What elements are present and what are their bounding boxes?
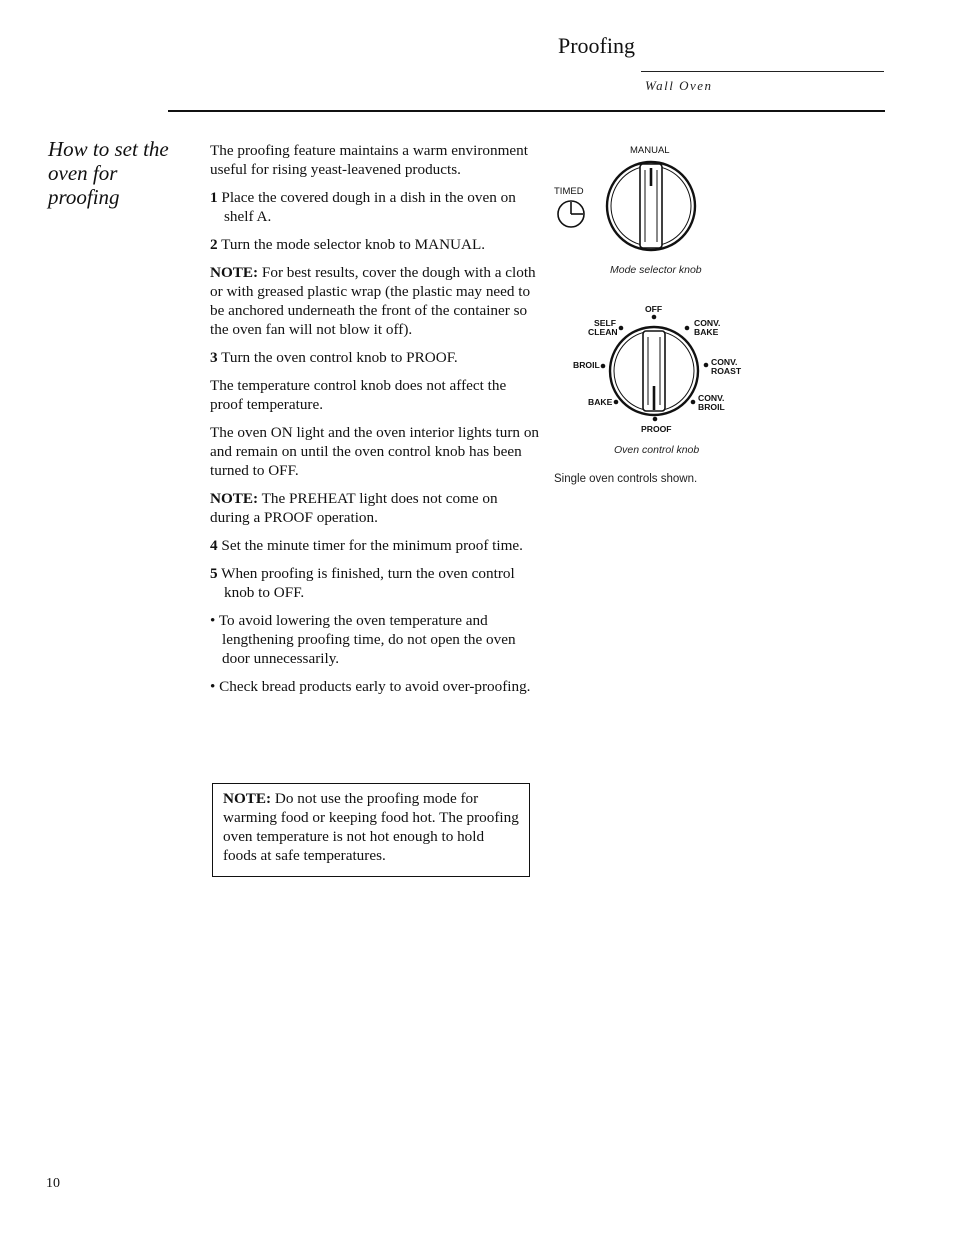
- step-number: 3: [210, 349, 218, 366]
- label-manual: MANUAL: [630, 145, 670, 156]
- header-rule-short: [641, 71, 884, 72]
- label-timed: TIMED: [554, 186, 584, 197]
- label-bake-word: BAKE: [694, 327, 719, 337]
- step-5: [210, 564, 540, 602]
- label-conv-bake: CONV.: [694, 318, 721, 328]
- oven-controls-figure: [548, 138, 748, 468]
- step-text: Set the minute timer for the minimum proof time.: [221, 537, 523, 554]
- indicator-dot: [653, 417, 658, 422]
- step-4: [210, 536, 540, 555]
- note-text: The PREHEAT light does not come on during a PROOF operation.: [210, 490, 498, 526]
- step-number: 4: [210, 537, 218, 554]
- warning-note-box: [212, 783, 530, 877]
- note-label: NOTE:: [210, 264, 259, 281]
- label-clean: CLEAN: [588, 327, 618, 337]
- caption-oven-control: Oven control knob: [614, 444, 700, 456]
- bullet-item: • Check bread products early to avoid over-proofing.: [210, 678, 531, 695]
- page-subtitle: Wall Oven: [645, 78, 713, 93]
- step-text: When proofing is finished, turn the oven control knob to OFF.: [221, 565, 515, 601]
- body-column: [210, 141, 540, 705]
- figure-note: Single oven controls shown.: [554, 473, 698, 485]
- step-2: [210, 235, 540, 254]
- intro-paragraph: The proofing feature maintains a warm environment useful for rising yeast-leavened products.: [210, 142, 528, 178]
- mode-selector-knob: [554, 145, 695, 250]
- indicator-dot: [652, 315, 657, 320]
- oven-control-knob: [573, 304, 742, 434]
- label-self: SELF: [594, 318, 616, 328]
- step-text: Place the covered dough in a dish in the oven on shelf A.: [221, 189, 516, 225]
- label-broil: BROIL: [573, 360, 600, 370]
- step-1: [210, 188, 540, 226]
- label-roast-word: ROAST: [711, 366, 742, 376]
- note-label: NOTE:: [223, 790, 272, 807]
- page-number: 10: [46, 1176, 60, 1191]
- page-title: Proofing: [558, 33, 635, 58]
- label-proof: PROOF: [641, 424, 672, 434]
- note-text: For best results, cover the dough with a cloth or with greased plastic wrap (the plastic may need to be anchored underneath the front of the container so the oven fan will not blow it off).: [210, 264, 536, 338]
- note-label: NOTE:: [210, 490, 259, 507]
- step-text: Turn the oven control knob to PROOF.: [221, 349, 458, 366]
- step-text: Turn the mode selector knob to MANUAL.: [221, 236, 486, 253]
- temperature-paragraph: The temperature control knob does not affect the proof temperature.: [210, 377, 507, 413]
- clock-icon: [558, 201, 584, 227]
- indicator-dot: [619, 326, 624, 331]
- indicator-dot: [704, 363, 709, 368]
- step-number: 5: [210, 565, 218, 582]
- caption-mode-selector: Mode selector knob: [610, 264, 702, 276]
- label-off: OFF: [645, 304, 663, 314]
- section-heading: How to set the oven for proofing: [48, 137, 169, 209]
- label-conv-roast: CONV.: [711, 357, 738, 367]
- note-2: [210, 489, 540, 527]
- indicator-dot: [601, 364, 606, 369]
- indicator-dot: [685, 326, 690, 331]
- bullet-text: Check bread products early to avoid over-proofing.: [219, 678, 531, 695]
- label-conv-broil: CONV.: [698, 393, 725, 403]
- note-1: [210, 263, 540, 339]
- indicator-dot: [691, 400, 696, 405]
- indicator-dot: [614, 400, 619, 405]
- step-number: 2: [210, 236, 218, 253]
- label-broil-word: BROIL: [698, 402, 725, 412]
- header-rule-long: [168, 110, 885, 112]
- bullet-item: • To avoid lowering the oven temperature and lengthening proofing time, do not open the oven door unnecessarily.: [210, 612, 516, 667]
- bullet-text: To avoid lowering the oven temperature and lengthening proofing time, do not open the oven door unnecessarily.: [218, 612, 516, 667]
- step-3: [210, 348, 540, 367]
- light-paragraph: The oven ON light and the oven interior lights turn on and remain on until the oven control knob has been turned to OFF.: [210, 424, 540, 479]
- note-text: Do not use the proofing mode for warming food or keeping food hot. The proofing oven temperature is not hot enough to hold foods at safe temperatures.: [223, 790, 519, 864]
- label-bake: BAKE: [588, 397, 613, 407]
- step-number: 1: [210, 189, 218, 206]
